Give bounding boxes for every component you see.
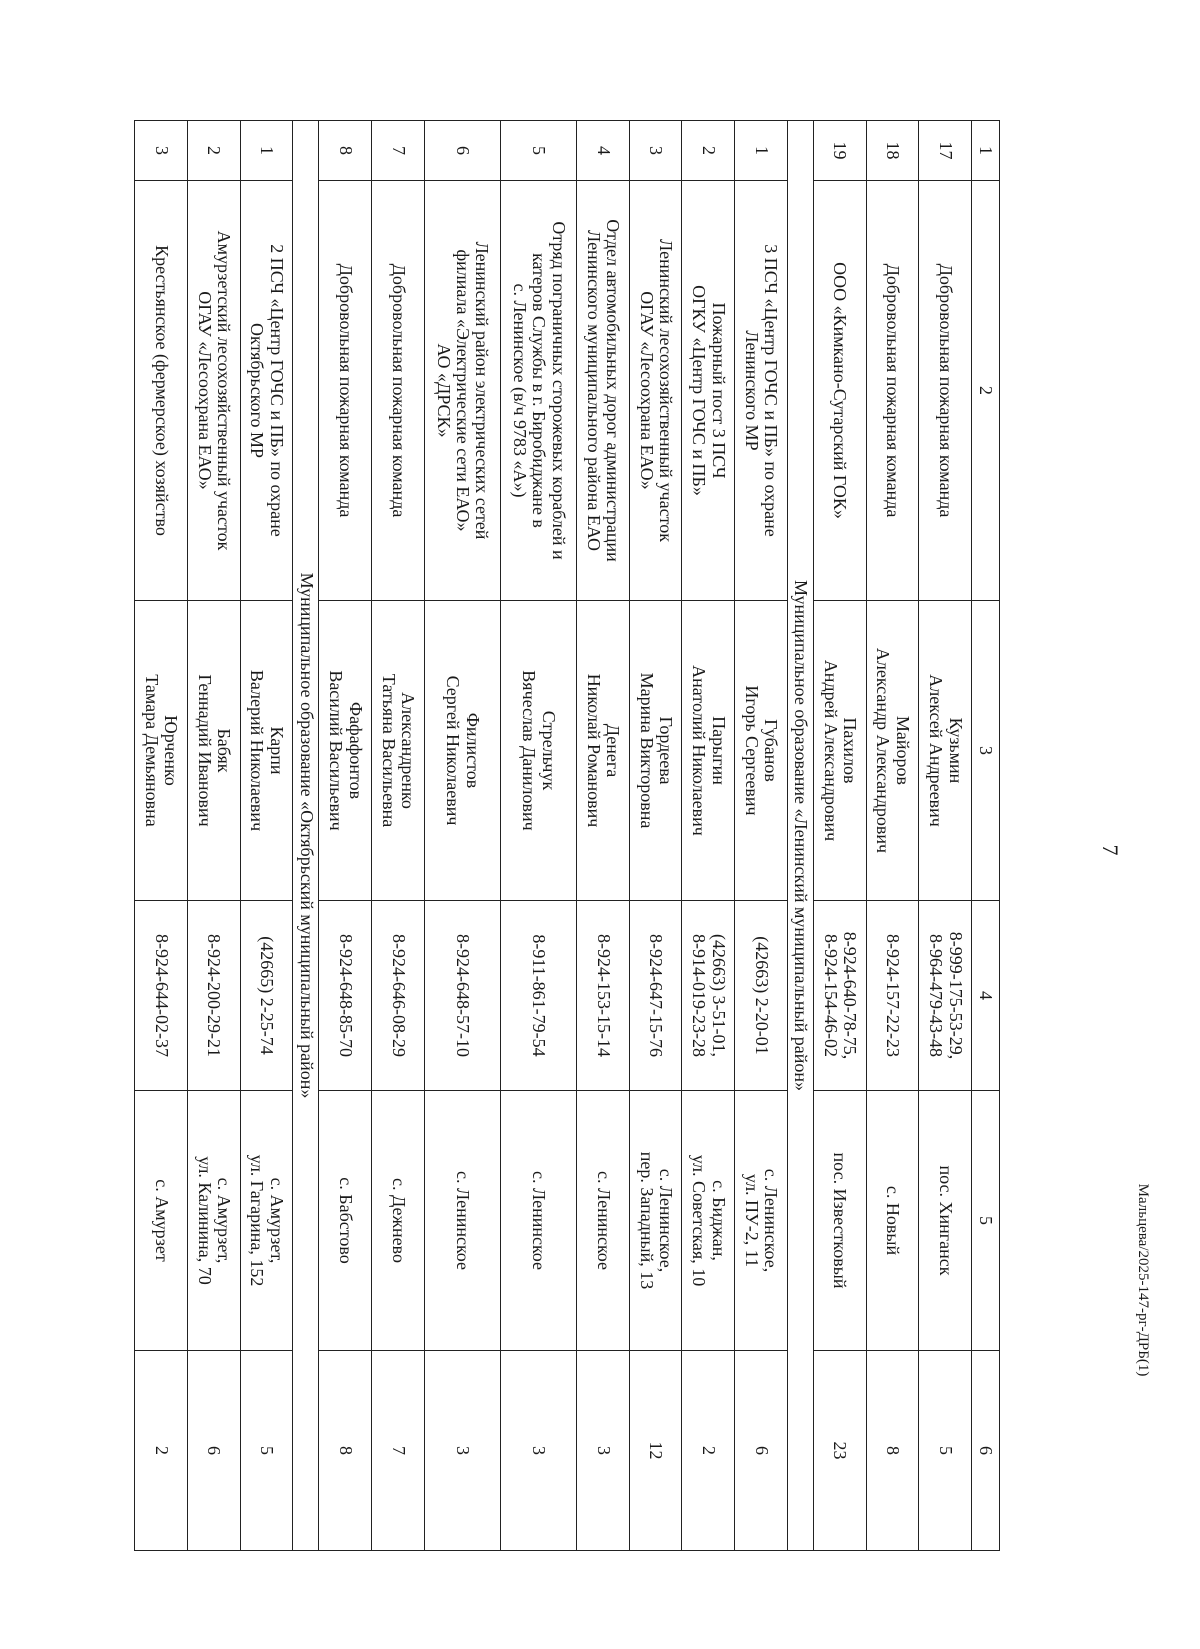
personnel-count-cell: 3	[576, 1351, 629, 1551]
text-line: Пожарный пост 3 ПСЧ	[708, 302, 729, 479]
organization-cell	[319, 181, 372, 601]
personnel-count-cell: 12	[629, 1351, 682, 1551]
text-line: ООО «Кимкано-Сутарский ГОК»	[830, 262, 851, 519]
address-cell	[735, 1091, 788, 1351]
table-header-row	[972, 121, 1000, 1551]
row-number-cell: 3	[135, 121, 188, 181]
text-line: Марина Викторовна	[636, 672, 657, 829]
address-cell	[187, 1091, 240, 1351]
text-line: (42663) 3-51-01,	[708, 934, 729, 1057]
header-cell-2: 2	[972, 181, 1000, 601]
text-line: (42663) 2-20-01	[751, 936, 772, 1055]
text-line: Александренко	[398, 692, 419, 809]
text-line: ОГАУ «Лесоохрана ЕАО»	[194, 291, 215, 490]
row-number-cell: 17	[919, 121, 972, 181]
rotated-table-container	[134, 120, 1000, 1550]
phone-numbers-cell	[735, 901, 788, 1091]
phone-numbers-cell	[319, 901, 372, 1091]
section-header-row	[293, 121, 319, 1551]
personnel-count-cell: 7	[372, 1351, 425, 1551]
responsible-person-cell	[629, 601, 682, 901]
document-reference: Мальцева/2025-147-рг-ДРБ(1)	[1135, 1183, 1151, 1377]
text-line: 8-924-648-85-70	[335, 934, 356, 1057]
phone-numbers-cell	[919, 901, 972, 1091]
text-line: Фафафонтов	[345, 701, 366, 800]
text-line: Тамара Демьяновна	[141, 674, 162, 827]
table-row	[629, 121, 682, 1551]
text-line: Амурзетский лесохозяйственный участок	[214, 230, 235, 551]
text-line: с. Новый	[883, 1185, 904, 1256]
text-line: с. Амурзет	[151, 1179, 172, 1262]
responsible-person-cell	[813, 601, 866, 901]
text-line: Ленинского муниципального района ЕАО	[583, 229, 604, 552]
personnel-count-cell: 5	[919, 1351, 972, 1551]
text-line: Майоров	[892, 715, 913, 786]
text-line: Добровольная пожарная команда	[883, 263, 904, 518]
responsible-person-cell	[424, 601, 500, 901]
responsible-person-cell	[500, 601, 576, 901]
text-line: Стрельчук	[538, 710, 559, 791]
row-number-cell: 1	[735, 121, 788, 181]
header-cell-3: 3	[972, 601, 1000, 901]
address-cell	[372, 1091, 425, 1351]
text-line: ОГАУ «Лесоохрана ЕАО»	[636, 291, 657, 490]
text-line: Филистов	[462, 712, 483, 789]
text-line: Отдел автомобильных дорог администрации	[603, 219, 624, 562]
organization-cell	[735, 181, 788, 601]
phone-numbers-cell	[576, 901, 629, 1091]
phone-numbers-cell	[424, 901, 500, 1091]
personnel-count-cell: 3	[500, 1351, 576, 1551]
phone-numbers-cell	[240, 901, 293, 1091]
address-cell	[682, 1091, 735, 1351]
personnel-count-cell: 8	[866, 1351, 919, 1551]
text-line: ул. ПУ-2, 11	[741, 1173, 762, 1268]
text-line: с. Бабстово	[335, 1177, 356, 1264]
text-line: ул. Гагарина, 152	[247, 1154, 268, 1287]
responsible-person-cell	[682, 601, 735, 901]
address-cell	[813, 1091, 866, 1351]
header-cell-1: 1	[972, 121, 1000, 181]
row-number-cell: 18	[866, 121, 919, 181]
table-row	[866, 121, 919, 1551]
text-line: 8-924-157-22-23	[883, 934, 904, 1057]
address-cell	[319, 1091, 372, 1351]
responsible-person-cell	[372, 601, 425, 901]
organization-cell	[629, 181, 682, 601]
phone-numbers-cell	[135, 901, 188, 1091]
text-line: с. Ленинское	[529, 1171, 550, 1270]
text-line: Добровольная пожарная команда	[935, 263, 956, 518]
table-row	[813, 121, 866, 1551]
text-line: 2 ПСЧ «Центр ГОЧС и ПБ» по охране	[266, 244, 287, 537]
text-line: Парыгин	[708, 716, 729, 785]
text-line: Крестьянское (фермерское) хозяйство	[151, 245, 172, 536]
section-title: Муниципальное образование «Ленинский муниципальный район»	[787, 121, 813, 1551]
text-line: 8-924-646-08-29	[388, 934, 409, 1057]
text-line: Ленинский район электрических сетей	[472, 241, 493, 540]
organization-cell	[866, 181, 919, 601]
personnel-count-cell: 2	[135, 1351, 188, 1551]
text-line: Анатолий Николаевич	[689, 665, 710, 836]
row-number-cell: 5	[500, 121, 576, 181]
text-line: с. Ленинское	[453, 1171, 474, 1270]
text-line: с. Ленинское (в/ч 9783 «А»)	[509, 283, 530, 498]
text-line: Пахилов	[840, 717, 861, 784]
row-number-cell: 2	[187, 121, 240, 181]
fire-services-table	[134, 120, 1000, 1551]
table-row	[187, 121, 240, 1551]
text-line: 8-924-648-57-10	[453, 934, 474, 1057]
text-line: пос. Известковый	[830, 1152, 851, 1289]
address-cell	[629, 1091, 682, 1351]
text-line: с. Ленинское,	[655, 1168, 676, 1273]
row-number-cell: 6	[424, 121, 500, 181]
phone-numbers-cell	[187, 901, 240, 1091]
text-line: Валерий Николаевич	[247, 669, 268, 832]
responsible-person-cell	[240, 601, 293, 901]
text-line: Юрченко	[161, 715, 182, 786]
responsible-person-cell	[919, 601, 972, 901]
table-row	[319, 121, 372, 1551]
text-line: с. Ленинское	[593, 1171, 614, 1270]
organization-cell	[813, 181, 866, 601]
text-line: ул. Калинина, 70	[194, 1156, 215, 1285]
text-line: Кузьмин	[945, 717, 966, 784]
table-row	[682, 121, 735, 1551]
row-number-cell: 4	[576, 121, 629, 181]
table-row	[919, 121, 972, 1551]
section-title: Муниципальное образование «Октябрьский муниципальный район»	[293, 121, 319, 1551]
text-line: Геннадий Иванович	[194, 674, 215, 827]
personnel-count-cell: 5	[240, 1351, 293, 1551]
text-line: Губанов	[761, 719, 782, 782]
address-cell	[919, 1091, 972, 1351]
text-line: с. Дежнево	[388, 1178, 409, 1263]
text-line: ОГКУ «Центр ГОЧС и ПБ»	[689, 285, 710, 496]
text-line: Ленинского МР	[741, 330, 762, 451]
text-line: Андрей Александрович	[820, 659, 841, 842]
organization-cell	[240, 181, 293, 601]
responsible-person-cell	[319, 601, 372, 901]
organization-cell	[500, 181, 576, 601]
personnel-count-cell: 6	[187, 1351, 240, 1551]
text-line: Бабяк	[214, 728, 235, 773]
text-line: Татьяна Васильевна	[378, 673, 399, 828]
text-line: Денега	[603, 723, 624, 778]
address-cell	[866, 1091, 919, 1351]
phone-numbers-cell	[866, 901, 919, 1091]
section-header-row	[787, 121, 813, 1551]
address-cell	[240, 1091, 293, 1351]
text-line: с. Ленинское,	[761, 1168, 782, 1273]
table-row	[576, 121, 629, 1551]
text-line: Сергей Николаевич	[443, 675, 464, 826]
text-line: 8-911-861-79-54	[529, 934, 550, 1057]
organization-cell	[135, 181, 188, 601]
organization-cell	[682, 181, 735, 601]
organization-cell	[424, 181, 500, 601]
text-line: пос. Хинганск	[935, 1165, 956, 1276]
text-line: Добровольная пожарная команда	[388, 263, 409, 518]
text-line: пер. Западный, 13	[636, 1151, 657, 1290]
text-line: катеров Службы в г. Биробиджане в	[529, 253, 550, 528]
text-line: АО «ДРСК»	[433, 343, 454, 438]
text-line: филиала «Электрические сети ЕАО»	[453, 249, 474, 532]
header-cell-5: 5	[972, 1091, 1000, 1351]
text-line: Карпи	[266, 726, 287, 775]
personnel-count-cell: 3	[424, 1351, 500, 1551]
text-line: 8-924-647-15-76	[646, 934, 667, 1057]
organization-cell	[576, 181, 629, 601]
text-line: Василий Васильевич	[326, 670, 347, 831]
text-line: Игорь Сергеевич	[741, 685, 762, 816]
text-line: Отряд пограничных сторожевых кораблей и	[548, 221, 569, 560]
text-line: Николай Романович	[583, 673, 604, 828]
text-line: 8-999-175-53-29,	[945, 931, 966, 1060]
text-line: 8-924-644-02-37	[151, 934, 172, 1057]
personnel-count-cell: 6	[735, 1351, 788, 1551]
row-number-cell: 2	[682, 121, 735, 181]
table-row	[500, 121, 576, 1551]
phone-numbers-cell	[629, 901, 682, 1091]
table-row	[424, 121, 500, 1551]
table-row	[735, 121, 788, 1551]
text-line: Добровольная пожарная команда	[335, 263, 356, 518]
row-number-cell: 8	[319, 121, 372, 181]
responsible-person-cell	[135, 601, 188, 901]
row-number-cell: 7	[372, 121, 425, 181]
text-line: 8-924-154-46-02	[820, 934, 841, 1057]
phone-numbers-cell	[813, 901, 866, 1091]
responsible-person-cell	[866, 601, 919, 901]
row-number-cell: 3	[629, 121, 682, 181]
organization-cell	[919, 181, 972, 601]
phone-numbers-cell	[500, 901, 576, 1091]
text-line: Ленинский лесохозяйственный участок	[655, 239, 676, 542]
row-number-cell: 19	[813, 121, 866, 181]
personnel-count-cell: 23	[813, 1351, 866, 1551]
responsible-person-cell	[187, 601, 240, 901]
personnel-count-cell: 8	[319, 1351, 372, 1551]
table-row	[372, 121, 425, 1551]
text-line: с. Биджан,	[708, 1180, 729, 1261]
text-line: ул. Советская, 10	[689, 1154, 710, 1287]
text-line: Гордеева	[655, 716, 676, 785]
organization-cell	[372, 181, 425, 601]
address-cell	[424, 1091, 500, 1351]
responsible-person-cell	[576, 601, 629, 901]
text-line: 8-924-153-15-14	[593, 934, 614, 1057]
table-row	[135, 121, 188, 1551]
text-line: с. Амурзет,	[266, 1177, 287, 1264]
personnel-count-cell: 2	[682, 1351, 735, 1551]
text-line: 8-924-200-29-21	[204, 934, 225, 1057]
text-line: 8-964-479-43-48	[926, 934, 947, 1057]
address-cell	[135, 1091, 188, 1351]
page-number: 7	[1098, 844, 1123, 856]
row-number-cell: 1	[240, 121, 293, 181]
text-line: 8-924-640-78-75,	[840, 931, 861, 1060]
header-cell-4: 4	[972, 901, 1000, 1091]
text-line: 3 ПСЧ «Центр ГОЧС и ПБ» по охране	[761, 244, 782, 537]
text-line: с. Амурзет,	[214, 1177, 235, 1264]
text-line: Октябрьского МР	[247, 322, 268, 459]
header-cell-6: 6	[972, 1351, 1000, 1551]
text-line: Алексей Андреевич	[926, 674, 947, 827]
address-cell	[576, 1091, 629, 1351]
text-line: 8-914-019-23-28	[689, 934, 710, 1057]
phone-numbers-cell	[372, 901, 425, 1091]
address-cell	[500, 1091, 576, 1351]
phone-numbers-cell	[682, 901, 735, 1091]
text-line: Вячеслав Данилович	[519, 670, 540, 831]
responsible-person-cell	[735, 601, 788, 901]
text-line: Александр Александрович	[873, 647, 894, 854]
table-row	[240, 121, 293, 1551]
organization-cell	[187, 181, 240, 601]
text-line: (42665) 2-25-74	[257, 936, 278, 1055]
